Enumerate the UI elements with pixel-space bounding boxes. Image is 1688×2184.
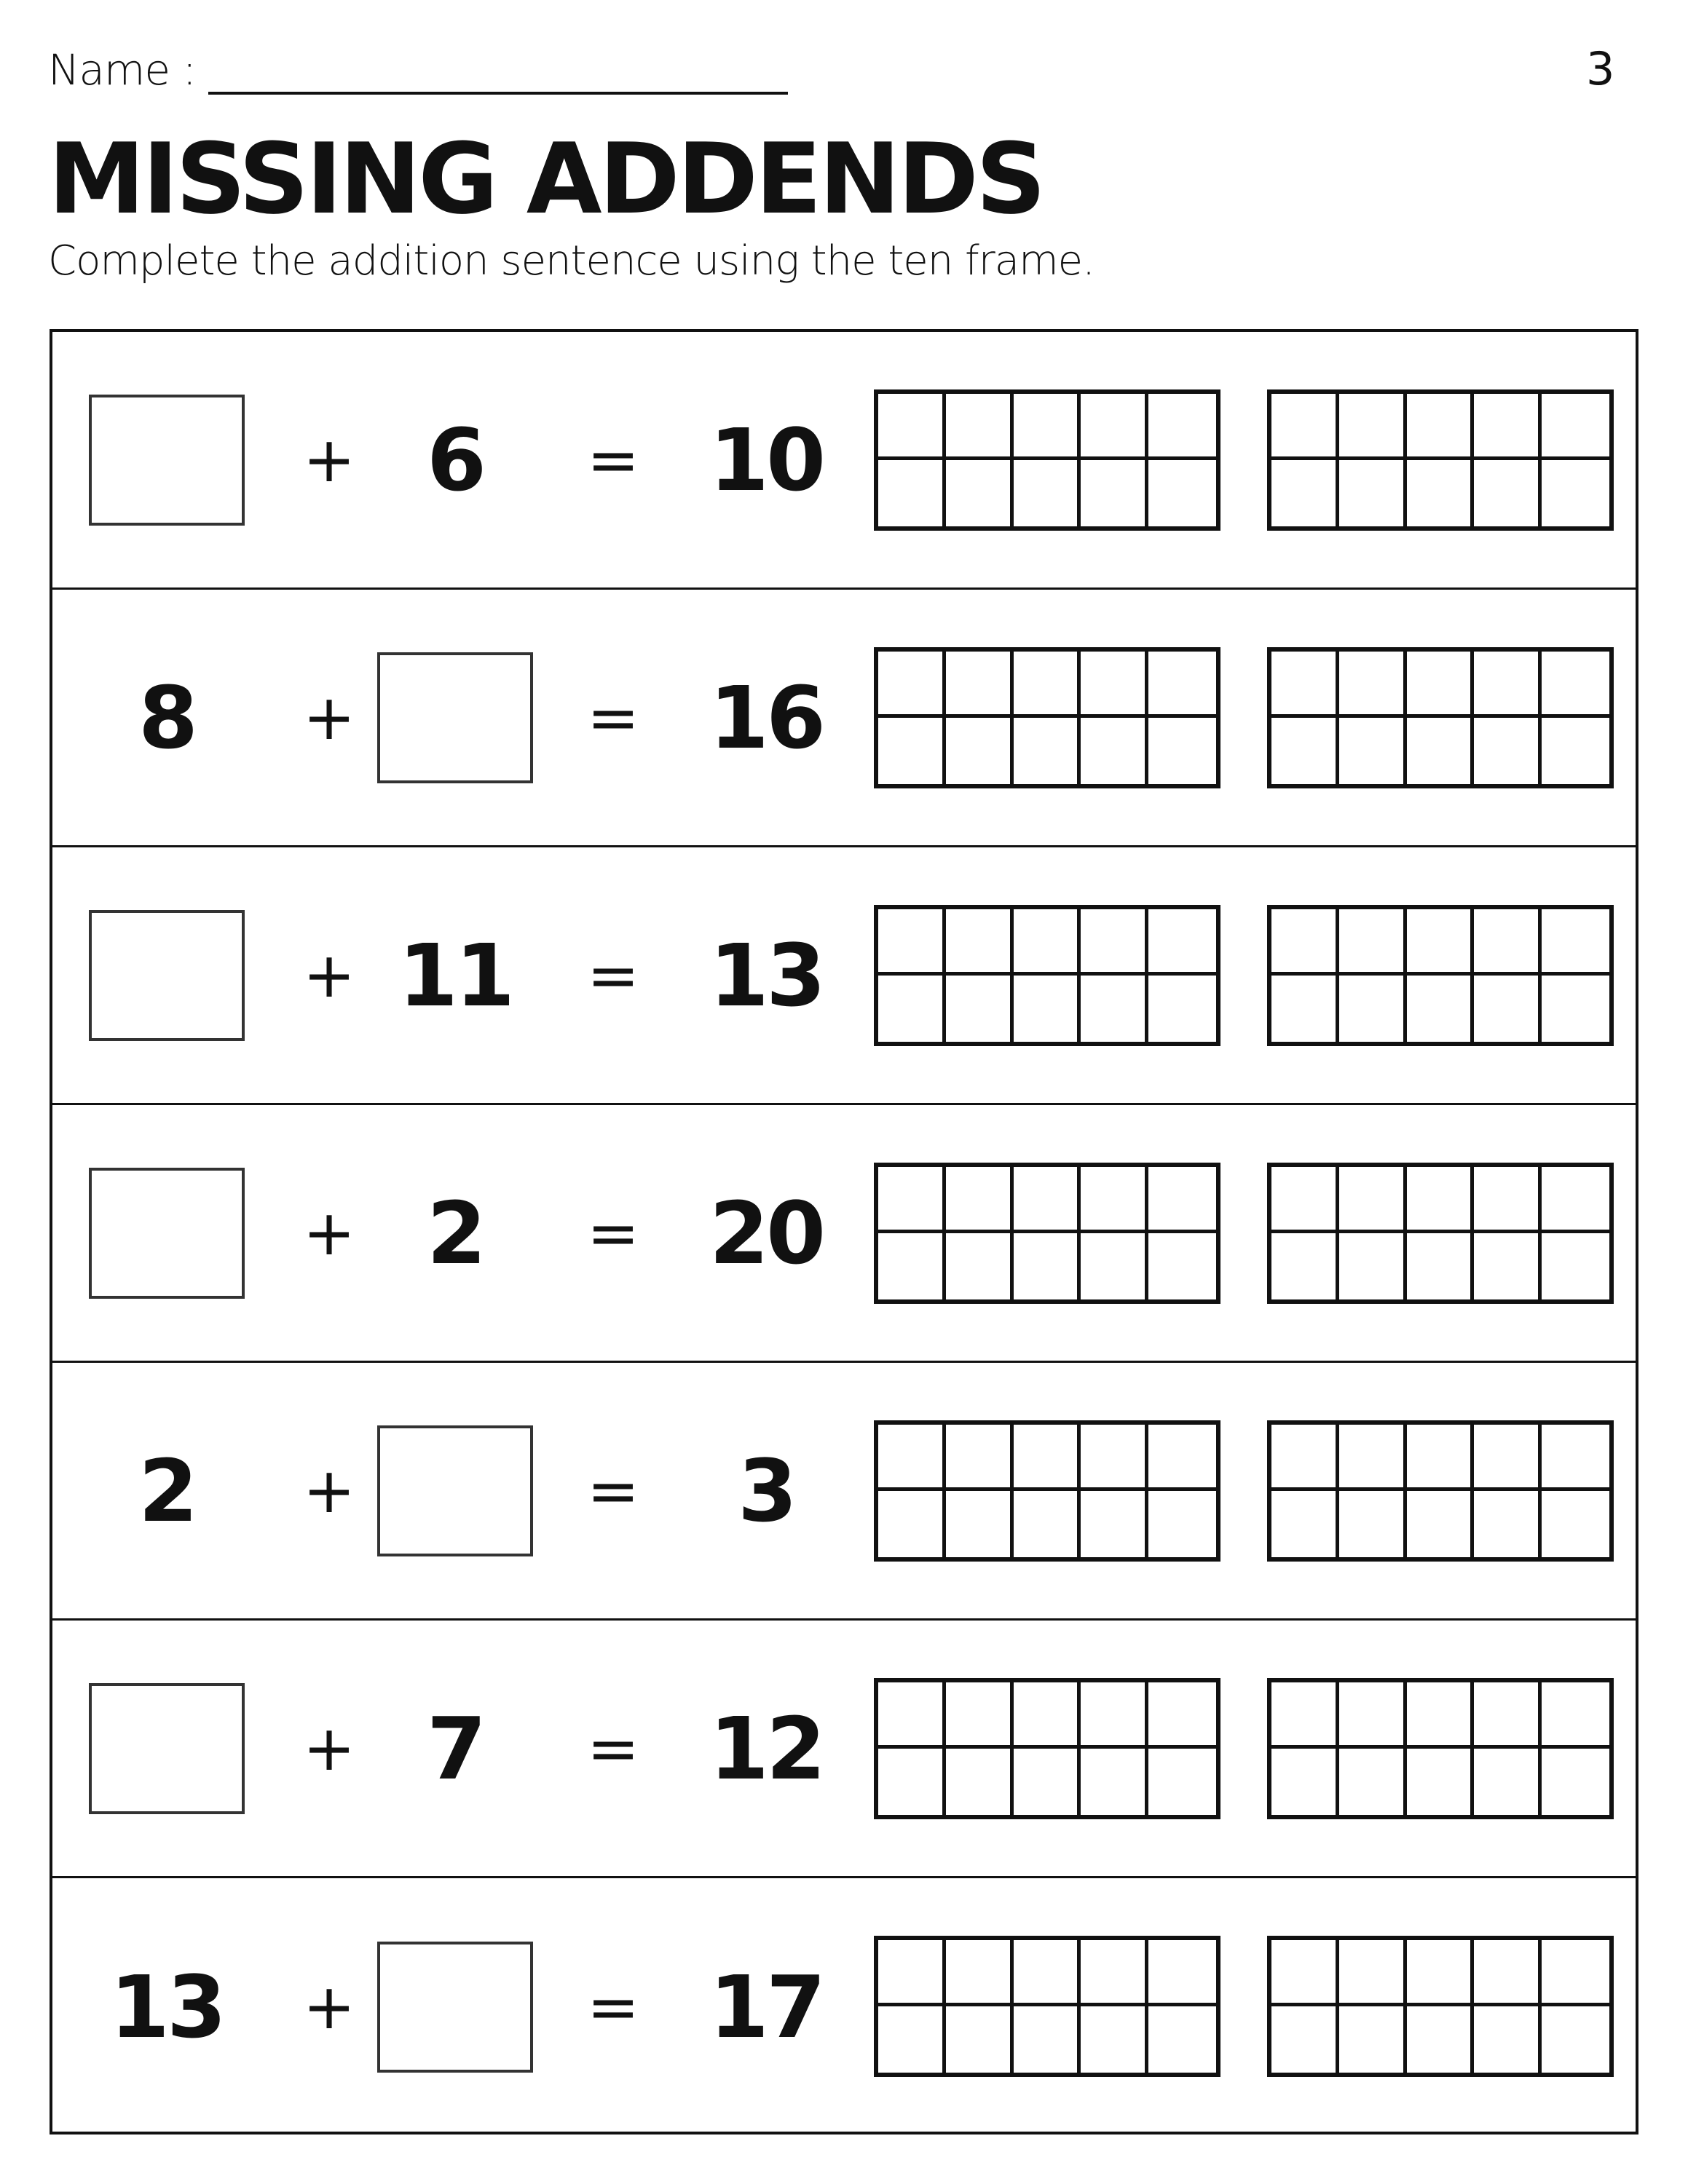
name-field[interactable]	[208, 92, 788, 95]
ten-frame-cell[interactable]	[1014, 1425, 1081, 1491]
addend1-slot	[86, 590, 248, 845]
ten-frame-cell[interactable]	[1081, 652, 1148, 718]
ten-frame-cell[interactable]	[1339, 1682, 1407, 1749]
ten-frame-cell[interactable]	[946, 1425, 1014, 1491]
ten-frame-cell[interactable]	[1542, 652, 1609, 718]
page-title: MISSING ADDENDS	[48, 122, 1044, 236]
addend1-slot	[86, 1621, 248, 1876]
ten-frame-cell[interactable]	[1014, 1233, 1081, 1299]
ten-frame-cell[interactable]	[878, 1940, 946, 2006]
ten-frame-cell[interactable]	[1081, 909, 1148, 976]
sum-number: 10	[709, 409, 824, 510]
ten-frame	[1267, 905, 1614, 1046]
ten-frame-cell[interactable]	[1474, 1425, 1542, 1491]
sum-number: 16	[709, 667, 824, 768]
ten-frame-cell[interactable]	[1014, 1491, 1081, 1557]
ten-frame-cell[interactable]	[878, 1425, 946, 1491]
sum-slot	[679, 1363, 853, 1618]
ten-frame-cell[interactable]	[1339, 1167, 1407, 1233]
ten-frame-cell[interactable]	[1339, 652, 1407, 718]
ten-frame-cell[interactable]	[1014, 976, 1081, 1042]
ten-frame	[1267, 1936, 1614, 2077]
ten-frame-cell[interactable]	[1271, 1682, 1339, 1749]
ten-frame-cell[interactable]	[1339, 1425, 1407, 1491]
sum-slot	[679, 1621, 853, 1876]
ten-frame-cell[interactable]	[1148, 652, 1216, 718]
ten-frame-cell[interactable]	[1081, 1233, 1148, 1299]
addend2-slot	[374, 1878, 536, 2136]
problem-row	[52, 847, 1636, 1105]
ten-frame-cell[interactable]	[878, 652, 946, 718]
sum-slot	[679, 847, 853, 1103]
equals-sign: =	[586, 938, 640, 1012]
ten-frame-cell[interactable]	[1271, 1749, 1339, 1815]
problem-row	[52, 590, 1636, 847]
ten-frame-cell[interactable]	[1081, 1749, 1148, 1815]
ten-frame-cell[interactable]	[1081, 1167, 1148, 1233]
ten-frame-cell[interactable]	[1339, 2006, 1407, 2073]
ten-frame-cell[interactable]	[1081, 1682, 1148, 1749]
ten-frame-cell[interactable]	[1081, 2006, 1148, 2073]
sum-number: 20	[709, 1182, 824, 1283]
answer-box[interactable]	[377, 1425, 533, 1556]
ten-frame-cell[interactable]	[946, 1682, 1014, 1749]
sum-slot	[679, 332, 853, 587]
ten-frame-cell[interactable]	[1271, 1491, 1339, 1557]
answer-box[interactable]	[89, 1683, 245, 1814]
addend1-number: 2	[138, 1440, 196, 1541]
ten-frame-cell[interactable]	[1407, 718, 1475, 784]
ten-frame-cell[interactable]	[1081, 1940, 1148, 2006]
ten-frame-cell[interactable]	[1081, 1491, 1148, 1557]
plus-sign: +	[302, 681, 356, 754]
ten-frame-cell[interactable]	[1081, 718, 1148, 784]
ten-frame-cell[interactable]	[1148, 1749, 1216, 1815]
addend1-slot	[86, 1105, 248, 1361]
ten-frame-cell[interactable]	[1474, 976, 1542, 1042]
problem-row	[52, 1878, 1636, 2136]
instructions: Complete the addition sentence using the ten frame.	[48, 237, 1095, 285]
ten-frame-cell[interactable]	[1081, 1425, 1148, 1491]
ten-frame-cell[interactable]	[1148, 1491, 1216, 1557]
ten-frame-cell[interactable]	[1339, 909, 1407, 976]
addend2-number: 11	[398, 925, 513, 1026]
ten-frame-cell[interactable]	[1081, 976, 1148, 1042]
ten-frame-cell[interactable]	[1407, 1682, 1475, 1749]
ten-frame-cell[interactable]	[1542, 1167, 1609, 1233]
addend2-number: 6	[426, 409, 484, 510]
name-label: Name :	[48, 45, 197, 95]
ten-frame-cell[interactable]	[1339, 1491, 1407, 1557]
plus-sign: +	[302, 1454, 356, 1527]
sum-number: 3	[737, 1440, 795, 1541]
ten-frame-cell[interactable]	[1081, 394, 1148, 460]
ten-frame-cell[interactable]	[1542, 1425, 1609, 1491]
ten-frame-cell[interactable]	[1474, 718, 1542, 784]
ten-frame-cell[interactable]	[1474, 1233, 1542, 1299]
ten-frame-cell[interactable]	[1148, 460, 1216, 526]
sum-number: 13	[709, 925, 824, 1026]
sum-slot	[679, 590, 853, 845]
addend2-slot	[374, 1105, 536, 1361]
ten-frame-cell[interactable]	[1081, 460, 1148, 526]
addend1-slot	[86, 1878, 248, 2136]
addend1-slot	[86, 1363, 248, 1618]
ten-frame	[874, 389, 1220, 531]
ten-frame-cell[interactable]	[1474, 1749, 1542, 1815]
plus-slot	[293, 847, 366, 1103]
equals-sign: =	[586, 423, 640, 496]
equals-sign: =	[586, 1196, 640, 1270]
plus-slot	[293, 1363, 366, 1618]
ten-frame-cell[interactable]	[1542, 1233, 1609, 1299]
ten-frame-cell[interactable]	[878, 909, 946, 976]
plus-sign: +	[302, 1196, 356, 1270]
ten-frame-cell[interactable]	[1474, 909, 1542, 976]
sum-slot	[679, 1878, 853, 2136]
ten-frame-cell[interactable]	[1339, 1940, 1407, 2006]
ten-frame-cell[interactable]	[1407, 652, 1475, 718]
ten-frame-cell[interactable]	[1339, 1749, 1407, 1815]
ten-frame-cell[interactable]	[946, 1749, 1014, 1815]
plus-sign: +	[302, 938, 356, 1012]
ten-frame	[874, 1163, 1220, 1304]
ten-frame-cell[interactable]	[1542, 1491, 1609, 1557]
ten-frame-cell[interactable]	[1474, 1682, 1542, 1749]
page-number: 3	[1586, 42, 1615, 95]
equals-sign: =	[586, 1971, 640, 2043]
ten-frame-cell[interactable]	[878, 1491, 946, 1557]
ten-frame-cell[interactable]	[946, 652, 1014, 718]
ten-frame	[1267, 1420, 1614, 1562]
equals-slot	[577, 1363, 650, 1618]
ten-frame-cell[interactable]	[1014, 652, 1081, 718]
ten-frame-cell[interactable]	[1474, 1491, 1542, 1557]
equals-sign: =	[586, 1454, 640, 1527]
sum-number: 12	[709, 1698, 824, 1799]
ten-frame-cell[interactable]	[1339, 394, 1407, 460]
addend2-slot	[374, 847, 536, 1103]
ten-frame-cell[interactable]	[1407, 1940, 1475, 2006]
answer-box[interactable]	[89, 910, 245, 1041]
ten-frame-cell[interactable]	[1474, 1167, 1542, 1233]
ten-frame-cell[interactable]	[1474, 394, 1542, 460]
ten-frame-cell[interactable]	[1271, 652, 1339, 718]
ten-frame-cell[interactable]	[1474, 2006, 1542, 2073]
ten-frame-cell[interactable]	[1339, 976, 1407, 1042]
addend2-number: 2	[426, 1182, 484, 1283]
addend1-slot	[86, 332, 248, 587]
answer-box[interactable]	[89, 1168, 245, 1299]
ten-frame-cell[interactable]	[1014, 1167, 1081, 1233]
ten-frame-cell[interactable]	[1014, 1940, 1081, 2006]
ten-frame-cell[interactable]	[1407, 976, 1475, 1042]
ten-frame-cell[interactable]	[878, 394, 946, 460]
problem-row	[52, 1105, 1636, 1363]
ten-frame-cell[interactable]	[1474, 1940, 1542, 2006]
ten-frame-cell[interactable]	[946, 1491, 1014, 1557]
addend1-number: 13	[109, 1957, 224, 2057]
ten-frame	[874, 647, 1220, 788]
ten-frame-cell[interactable]	[1542, 1682, 1609, 1749]
plus-slot	[293, 590, 366, 845]
plus-slot	[293, 1105, 366, 1361]
ten-frame-cell[interactable]	[1014, 1749, 1081, 1815]
ten-frame-cell[interactable]	[1148, 1425, 1216, 1491]
ten-frame	[1267, 389, 1614, 531]
ten-frame-cell[interactable]	[946, 460, 1014, 526]
ten-frame-cell[interactable]	[1148, 2006, 1216, 2073]
ten-frame	[874, 1420, 1220, 1562]
ten-frame-cell[interactable]	[1148, 1233, 1216, 1299]
equals-slot	[577, 332, 650, 587]
ten-frame-cell[interactable]	[1271, 718, 1339, 784]
ten-frame-cell[interactable]	[1542, 1940, 1609, 2006]
ten-frame-cell[interactable]	[1339, 718, 1407, 784]
ten-frame-cell[interactable]	[1271, 1425, 1339, 1491]
plus-slot	[293, 1878, 366, 2136]
equals-sign: =	[586, 681, 640, 754]
plus-sign: +	[302, 1971, 356, 2043]
ten-frame-cell[interactable]	[1014, 909, 1081, 976]
ten-frame-cell[interactable]	[878, 1233, 946, 1299]
plus-sign: +	[302, 1712, 356, 1785]
ten-frame-cell[interactable]	[1407, 1425, 1475, 1491]
ten-frame-cell[interactable]	[878, 2006, 946, 2073]
ten-frame-cell[interactable]	[1271, 1233, 1339, 1299]
ten-frame-cell[interactable]	[1339, 460, 1407, 526]
ten-frame-cell[interactable]	[946, 1940, 1014, 2006]
equals-slot	[577, 1621, 650, 1876]
problem-grid	[50, 329, 1638, 2134]
answer-box[interactable]	[377, 652, 533, 783]
plus-sign: +	[302, 423, 356, 496]
ten-frame-cell[interactable]	[946, 909, 1014, 976]
ten-frame-cell[interactable]	[946, 976, 1014, 1042]
ten-frame-cell[interactable]	[1542, 976, 1609, 1042]
problem-row	[52, 332, 1636, 590]
addend1-number: 8	[138, 667, 196, 768]
ten-frame	[874, 905, 1220, 1046]
ten-frame-cell[interactable]	[1014, 460, 1081, 526]
ten-frame-cell[interactable]	[1542, 909, 1609, 976]
ten-frame-cell[interactable]	[1407, 394, 1475, 460]
ten-frame	[874, 1936, 1220, 2077]
addend2-slot	[374, 1621, 536, 1876]
ten-frame-cell[interactable]	[1148, 718, 1216, 784]
equals-slot	[577, 1878, 650, 2136]
ten-frame-cell[interactable]	[946, 2006, 1014, 2073]
ten-frame	[1267, 1678, 1614, 1819]
ten-frame-cell[interactable]	[878, 1167, 946, 1233]
ten-frame-cell[interactable]	[1339, 1233, 1407, 1299]
equals-slot	[577, 590, 650, 845]
addend2-slot	[374, 590, 536, 845]
ten-frame-cell[interactable]	[946, 1167, 1014, 1233]
ten-frame-cell[interactable]	[1014, 1682, 1081, 1749]
ten-frame-cell[interactable]	[946, 1233, 1014, 1299]
equals-sign: =	[586, 1712, 640, 1785]
ten-frame-cell[interactable]	[1542, 718, 1609, 784]
ten-frame-cell[interactable]	[1271, 1940, 1339, 2006]
ten-frame-cell[interactable]	[878, 718, 946, 784]
plus-slot	[293, 332, 366, 587]
ten-frame-cell[interactable]	[1542, 460, 1609, 526]
addend2-number: 7	[426, 1698, 484, 1799]
ten-frame-cell[interactable]	[878, 976, 946, 1042]
ten-frame-cell[interactable]	[878, 460, 946, 526]
ten-frame-cell[interactable]	[1148, 1940, 1216, 2006]
ten-frame-cell[interactable]	[1271, 460, 1339, 526]
ten-frame-cell[interactable]	[1542, 2006, 1609, 2073]
ten-frame-cell[interactable]	[1407, 2006, 1475, 2073]
ten-frame-cell[interactable]	[878, 1682, 946, 1749]
ten-frame-cell[interactable]	[1148, 1682, 1216, 1749]
ten-frame-cell[interactable]	[1542, 394, 1609, 460]
sum-number: 17	[709, 1957, 824, 2057]
ten-frame-cell[interactable]	[1271, 394, 1339, 460]
sum-slot	[679, 1105, 853, 1361]
ten-frame-cell[interactable]	[1271, 976, 1339, 1042]
addend2-slot	[374, 332, 536, 587]
ten-frame-cell[interactable]	[1542, 1749, 1609, 1815]
ten-frame-cell[interactable]	[1271, 2006, 1339, 2073]
ten-frame-cell[interactable]	[1474, 652, 1542, 718]
ten-frame-cell[interactable]	[1014, 394, 1081, 460]
ten-frame-cell[interactable]	[1148, 1167, 1216, 1233]
ten-frame-cell[interactable]	[1474, 460, 1542, 526]
equals-slot	[577, 1105, 650, 1361]
plus-slot	[293, 1621, 366, 1876]
ten-frame	[874, 1678, 1220, 1819]
ten-frame-cell[interactable]	[1148, 394, 1216, 460]
addend1-slot	[86, 847, 248, 1103]
ten-frame-cell[interactable]	[1407, 1167, 1475, 1233]
ten-frame-cell[interactable]	[1014, 718, 1081, 784]
problem-row	[52, 1363, 1636, 1621]
ten-frame-cell[interactable]	[1014, 2006, 1081, 2073]
ten-frame-cell[interactable]	[1407, 460, 1475, 526]
answer-box[interactable]	[89, 395, 245, 526]
ten-frame-cell[interactable]	[1148, 909, 1216, 976]
ten-frame-cell[interactable]	[1407, 1491, 1475, 1557]
addend2-slot	[374, 1363, 536, 1618]
ten-frame-cell[interactable]	[1407, 909, 1475, 976]
ten-frame-cell[interactable]	[946, 394, 1014, 460]
ten-frame-cell[interactable]	[1271, 909, 1339, 976]
ten-frame-cell[interactable]	[1271, 1167, 1339, 1233]
ten-frame	[1267, 647, 1614, 788]
ten-frame	[1267, 1163, 1614, 1304]
ten-frame-cell[interactable]	[1407, 1233, 1475, 1299]
ten-frame-cell[interactable]	[1407, 1749, 1475, 1815]
ten-frame-cell[interactable]	[878, 1749, 946, 1815]
answer-box[interactable]	[377, 1942, 533, 2073]
equals-slot	[577, 847, 650, 1103]
ten-frame-cell[interactable]	[946, 718, 1014, 784]
problem-row	[52, 1621, 1636, 1878]
ten-frame-cell[interactable]	[1148, 976, 1216, 1042]
